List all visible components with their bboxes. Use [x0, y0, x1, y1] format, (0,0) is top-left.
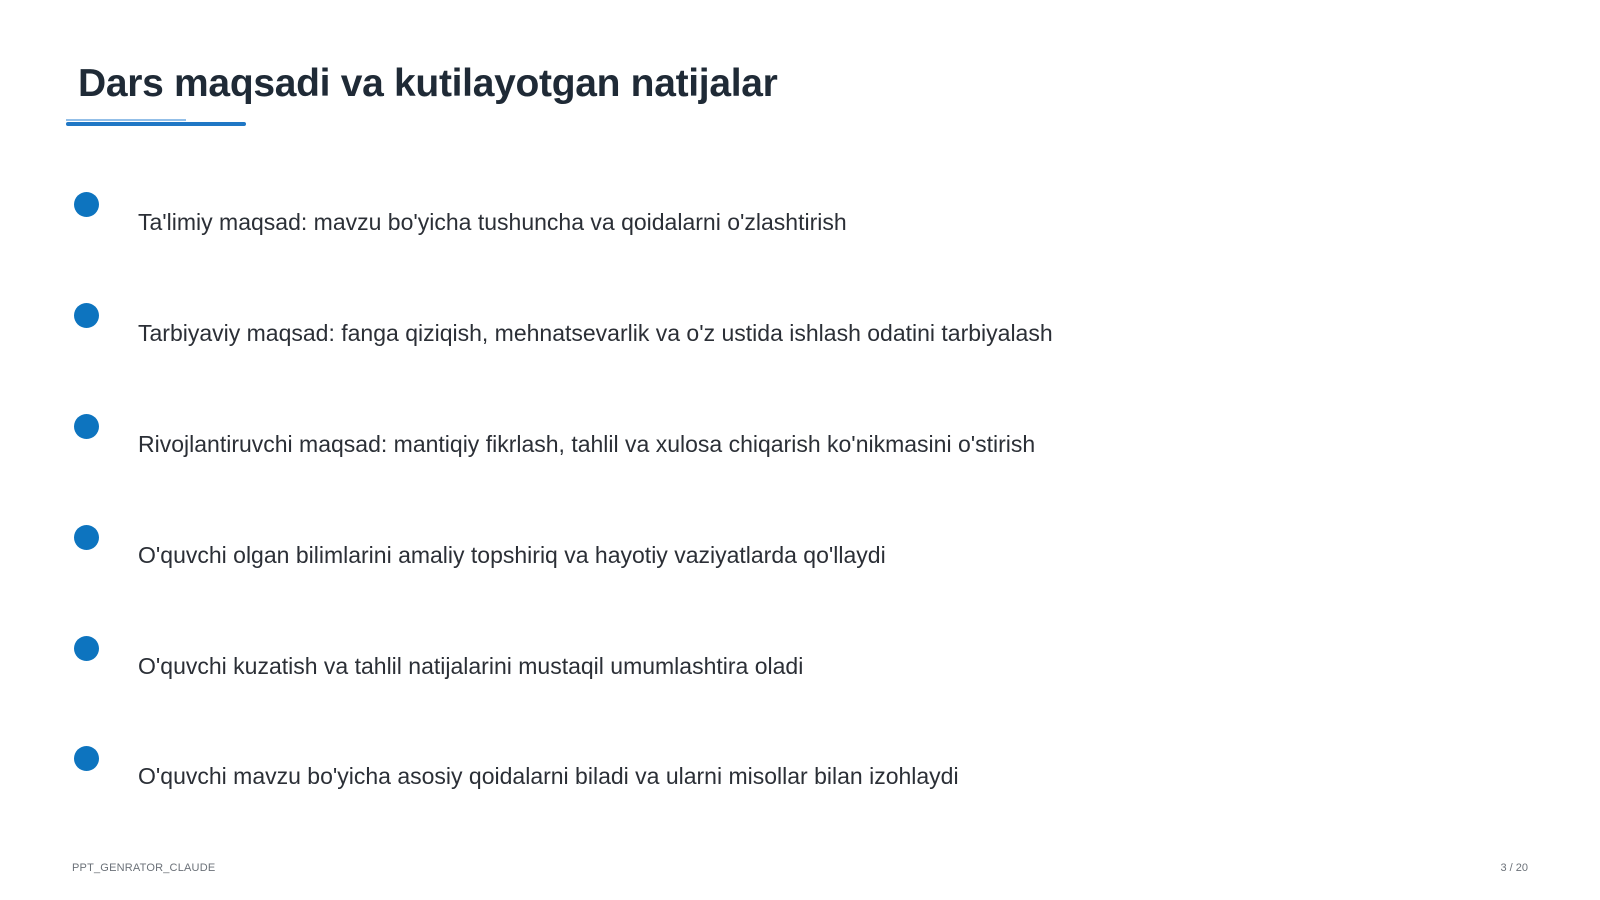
bullet-item — [0, 636, 1600, 696]
bullet-item — [0, 192, 1600, 252]
bullet-dot-icon — [74, 414, 99, 439]
bullet-item — [0, 746, 1600, 806]
bullet-dot-icon — [74, 525, 99, 550]
page-number: 3 / 20 — [1500, 862, 1528, 874]
bullet-text: O'quvchi kuzatish va tahlil natijalarini mustaqil umumlashtira oladi — [138, 653, 804, 679]
bullet-text: Tarbiyaviy maqsad: fanga qiziqish, mehnatsevarlik va o'z ustida ishlash odatini tarbiyalash — [138, 320, 1053, 346]
bullet-text: O'quvchi mavzu bo'yicha asosiy qoidalarni biladi va ularni misollar bilan izohlaydi — [138, 763, 959, 789]
slide-title: Dars maqsadi va kutilayotgan natijalar — [78, 62, 778, 105]
bullet-text: Rivojlantiruvchi maqsad: mantiqiy fikrlash, tahlil va xulosa chiqarish ko'nikmasini o'stirish — [138, 431, 1036, 457]
bullet-text: Ta'limiy maqsad: mavzu bo'yicha tushuncha va qoidalarni o'zlashtirish — [138, 209, 847, 235]
bullet-item — [0, 303, 1600, 363]
bullet-item — [0, 525, 1600, 585]
bullet-dot-icon — [74, 192, 99, 217]
bullet-dot-icon — [74, 636, 99, 661]
bullet-text: O'quvchi olgan bilimlarini amaliy topshiriq va hayotiy vaziyatlarda qo'llaydi — [138, 542, 886, 568]
bullet-item — [0, 414, 1600, 474]
bullet-dot-icon — [74, 303, 99, 328]
bullet-dot-icon — [74, 746, 99, 771]
footer-generator-label: PPT_GENRATOR_CLAUDE — [72, 862, 216, 874]
